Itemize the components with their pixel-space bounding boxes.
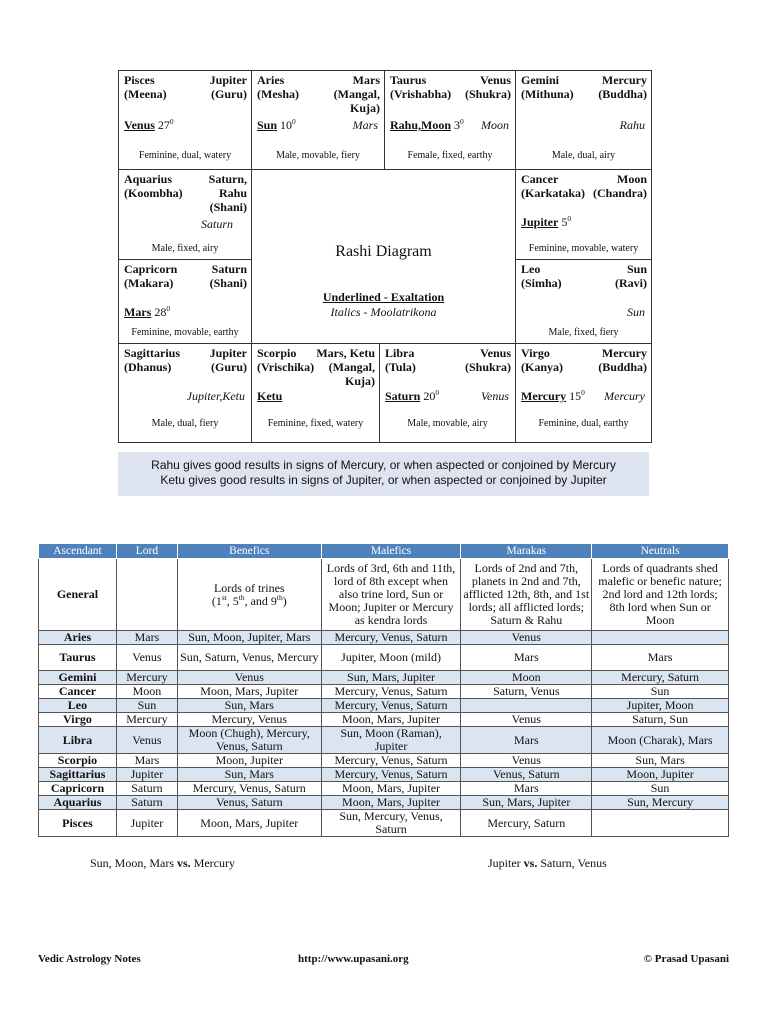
header-marakas: Marakas	[461, 544, 592, 559]
sign-name: Libra (Tula)	[385, 346, 416, 374]
comparison-right-b: Saturn, Venus	[540, 856, 607, 870]
footer-copyright: © Prasad Upasani	[643, 953, 729, 965]
moolatrikona-planet: Mercury	[604, 389, 645, 403]
cell-malefics: Jupiter, Moon (mild)	[321, 645, 461, 671]
cell-malefics: Moon, Mars, Jupiter	[321, 796, 461, 810]
cell-neutrals	[592, 810, 729, 837]
exalted-planet: Mars	[124, 305, 152, 319]
cell-marakas: Mercury, Saturn	[461, 810, 592, 837]
degree-symbol: 0	[435, 388, 440, 397]
cell-marakas: Saturn, Venus	[461, 685, 592, 699]
sign-cell-cancer	[515, 169, 652, 260]
sign-cell-capricorn	[118, 259, 252, 344]
cell-lord: Jupiter	[116, 768, 177, 782]
cell-ascendant: Aries	[39, 631, 117, 645]
sign-lord: Venus (Shukra)	[464, 73, 511, 101]
cell-ascendant: Taurus	[39, 645, 117, 671]
sign-nature: Feminine, movable, watery	[528, 243, 639, 254]
table-row-general	[39, 559, 729, 631]
cell-marakas: Sun, Mars, Jupiter	[461, 796, 592, 810]
cell-lord: Mars	[116, 631, 177, 645]
comparison-right-vs: vs.	[523, 856, 538, 870]
header-benefics: Benefics	[177, 544, 321, 559]
sign-name: Pisces (Meena)	[124, 73, 167, 101]
sign-cell-aries	[251, 70, 385, 170]
sign-name: Gemini (Mithuna)	[521, 73, 574, 101]
cell-benefics: Moon (Chugh), Mercury, Venus, Saturn	[177, 727, 321, 754]
cell-neutrals: Moon, Jupiter	[592, 768, 729, 782]
exalted-planet: Rahu,Moon	[390, 118, 452, 132]
cell-lord: Moon	[116, 685, 177, 699]
moolatrikona-planet: Venus	[481, 389, 509, 403]
exalted-planet: Sun	[257, 118, 278, 132]
cell-neutrals: Sun, Mercury	[592, 796, 729, 810]
cell-lord: Saturn	[116, 796, 177, 810]
sign-name: Aquarius (Koombha)	[124, 172, 183, 200]
cell-lord: Mercury	[116, 713, 177, 727]
ascendant-lords-table	[38, 543, 729, 837]
degree-symbol: 0	[460, 117, 464, 126]
degree-symbol: 0	[166, 304, 171, 313]
sign-name: Taurus (Vrishabha)	[390, 73, 452, 101]
exalted-planet: Mercury	[521, 389, 567, 403]
cell-ascendant: General	[39, 559, 117, 631]
exalted-degree: 3	[454, 118, 461, 132]
cell-neutrals: Saturn, Sun	[592, 713, 729, 727]
sign-name: Sagittarius (Dhanus)	[124, 346, 181, 374]
exalted-planet: Ketu	[257, 389, 283, 403]
cell-neutrals: Sun	[592, 685, 729, 699]
table-row	[39, 685, 729, 699]
moolatrikona-planet: Rahu	[619, 118, 645, 132]
cell-ascendant: Capricorn	[39, 782, 117, 796]
footer-url[interactable]: http://www.upasani.org	[298, 953, 409, 965]
cell-malefics: Mercury, Venus, Saturn	[321, 768, 461, 782]
degree-symbol: 0	[567, 214, 572, 223]
cell-marakas: Moon	[461, 671, 592, 685]
cell-neutrals: Moon (Charak), Mars	[592, 727, 729, 754]
sign-nature: Male, dual, fiery	[151, 418, 219, 429]
comparison-left-b: Mercury	[193, 856, 236, 870]
comparison-left	[90, 856, 235, 871]
degree-symbol: 0	[581, 388, 585, 397]
sign-nature: Feminine, movable, earthy	[131, 327, 239, 338]
cell-benefics: Venus, Saturn	[177, 796, 321, 810]
cell-benefics: Mercury, Venus, Saturn	[177, 782, 321, 796]
cell-malefics: Mercury, Venus, Saturn	[321, 631, 461, 645]
cell-marakas: Venus	[461, 754, 592, 768]
cell-neutrals: Mars	[592, 645, 729, 671]
rashi-diagram	[118, 70, 652, 443]
degree-symbol: 0	[292, 117, 296, 126]
sign-nature: Male, movable, fiery	[276, 150, 360, 161]
exalted-degree: 28	[154, 305, 167, 319]
table-row	[39, 782, 729, 796]
cell-lord: Saturn	[116, 782, 177, 796]
sign-cell-aquarius	[118, 169, 252, 260]
cell-lord	[116, 559, 177, 631]
table-header-row	[39, 544, 729, 559]
cell-ascendant: Libra	[39, 727, 117, 754]
sign-nature: Male, dual, airy	[551, 150, 616, 161]
sign-lord: Mars (Mangal, Kuja)	[333, 73, 380, 115]
cell-malefics: Mercury, Venus, Saturn	[321, 699, 461, 713]
exalted-planet: Venus	[124, 118, 155, 132]
cell-benefics: Moon, Mars, Jupiter	[177, 810, 321, 837]
exalted-degree: 5	[561, 215, 568, 229]
sign-name: Leo (Simha)	[521, 262, 562, 290]
cell-neutrals: Mercury, Saturn	[592, 671, 729, 685]
sign-name: Aries (Mesha)	[257, 73, 299, 101]
sign-cell-sagittarius	[118, 343, 252, 443]
sign-cell-leo	[515, 259, 652, 344]
cell-malefics: Sun, Mars, Jupiter	[321, 671, 461, 685]
exalted-degree: 10	[280, 118, 293, 132]
sign-nature: Feminine, dual, earthy	[538, 418, 629, 429]
cell-ascendant: Cancer	[39, 685, 117, 699]
cell-benefics: Sun, Mars	[177, 699, 321, 713]
cell-benefics: Sun, Moon, Jupiter, Mars	[177, 631, 321, 645]
sign-nature: Feminine, fixed, watery	[267, 418, 364, 429]
exalted-degree: 20	[423, 389, 436, 403]
sign-name: Virgo (Kanya)	[521, 346, 563, 374]
comparison-right	[488, 856, 607, 871]
sign-cell-libra	[379, 343, 516, 443]
table-row	[39, 727, 729, 754]
sign-lord: Mercury (Buddha)	[598, 73, 647, 101]
sign-cell-scorpio	[251, 343, 380, 443]
cell-malefics: Sun, Mercury, Venus, Saturn	[321, 810, 461, 837]
sign-nature: Female, fixed, earthy	[407, 150, 493, 161]
cell-benefics: Moon, Mars, Jupiter	[177, 685, 321, 699]
sign-name: Scorpio (Vrischika)	[257, 346, 315, 374]
table-row	[39, 645, 729, 671]
cell-marakas	[461, 699, 592, 713]
sign-cell-gemini	[515, 70, 652, 170]
sign-lord: Jupiter (Guru)	[209, 73, 247, 101]
benefics-trines: (1st, 5th, and 9th)	[211, 592, 287, 608]
sign-lord: Mercury (Buddha)	[598, 346, 647, 374]
sign-lord: Sun (Ravi)	[615, 262, 647, 290]
cell-benefics: Mercury, Venus	[177, 713, 321, 727]
comparison-left-a: Sun, Moon, Mars	[90, 856, 175, 870]
sign-cell-virgo	[515, 343, 652, 443]
cell-marakas: Venus	[461, 631, 592, 645]
note-line-ketu: Ketu gives good results in signs of Jupiter, or when aspected or conjoined by Jupiter	[160, 473, 607, 487]
table-row	[39, 810, 729, 837]
cell-malefics: Lords of 3rd, 6th and 11th, lord of 8th except when also trine lord, Sun or Moon; Jupiter or Mercury as kendra lords	[321, 559, 461, 631]
moolatrikona-planet: Mars	[352, 118, 378, 132]
table-row	[39, 768, 729, 782]
comparison-left-vs: vs.	[177, 856, 191, 870]
cell-neutrals: Lords of quadrants shed malefic or benefic nature; 2nd lord and 12th lords; 8th lord when Sun or Moon	[592, 559, 729, 631]
cell-marakas: Mars	[461, 645, 592, 671]
cell-ascendant: Sagittarius	[39, 768, 117, 782]
cell-neutrals: Sun	[592, 782, 729, 796]
sign-lord: Jupiter (Guru)	[209, 346, 247, 374]
header-ascendant: Ascendant	[39, 544, 117, 559]
table-row	[39, 754, 729, 768]
cell-malefics: Mercury, Venus, Saturn	[321, 754, 461, 768]
header-lord: Lord	[116, 544, 177, 559]
sign-cell-taurus	[384, 70, 516, 170]
degree-symbol: 0	[169, 117, 174, 126]
sign-name: Cancer (Karkataka)	[521, 172, 585, 200]
sign-nature: Feminine, dual, watery	[138, 150, 232, 161]
moolatrikona-planet: Sun	[627, 305, 645, 319]
table-row	[39, 699, 729, 713]
rashi-title: Rashi Diagram	[335, 243, 432, 260]
cell-benefics: Sun, Mars	[177, 768, 321, 782]
moolatrikona-planet: Saturn	[200, 217, 233, 231]
cell-neutrals: Sun, Mars	[592, 754, 729, 768]
sign-lord: Moon (Chandra)	[592, 172, 647, 200]
sign-lord: Venus (Shukra)	[464, 346, 511, 374]
cell-malefics: Moon, Mars, Jupiter	[321, 713, 461, 727]
sign-lord: Saturn, Rahu (Shani)	[208, 172, 247, 214]
sign-nature: Male, fixed, fiery	[548, 327, 619, 338]
cell-ascendant: Leo	[39, 699, 117, 713]
exalted-degree: 15	[569, 389, 582, 403]
header-neutrals: Neutrals	[592, 544, 729, 559]
table-row	[39, 713, 729, 727]
exalted-planet: Jupiter	[521, 215, 559, 229]
table-row	[39, 671, 729, 685]
rahu-ketu-note	[118, 452, 649, 496]
cell-lord: Jupiter	[116, 810, 177, 837]
comparison-right-a: Jupiter	[488, 856, 521, 870]
cell-marakas: Mars	[461, 727, 592, 754]
table-row	[39, 796, 729, 810]
cell-marakas: Mars	[461, 782, 592, 796]
exalted-degree: 27	[157, 118, 170, 132]
cell-lord: Venus	[116, 727, 177, 754]
table-row	[39, 631, 729, 645]
cell-ascendant: Pisces	[39, 810, 117, 837]
cell-marakas: Venus	[461, 713, 592, 727]
legend-moolatrikona: Italics - Moolatrikona	[330, 305, 437, 319]
cell-ascendant: Virgo	[39, 713, 117, 727]
cell-ascendant: Aquarius	[39, 796, 117, 810]
cell-neutrals: Jupiter, Moon	[592, 699, 729, 713]
note-line-rahu: Rahu gives good results in signs of Mercury, or when aspected or conjoined by Mercury	[151, 458, 616, 472]
sign-name: Capricorn (Makara)	[124, 262, 178, 290]
cell-malefics: Mercury, Venus, Saturn	[321, 685, 461, 699]
sign-cell-pisces	[118, 70, 252, 170]
sign-nature: Male, movable, airy	[407, 418, 488, 429]
cell-lord: Venus	[116, 645, 177, 671]
cell-lord: Mars	[116, 754, 177, 768]
header-malefics: Malefics	[321, 544, 461, 559]
cell-lord: Sun	[116, 699, 177, 713]
cell-benefics: Moon, Jupiter	[177, 754, 321, 768]
benefics-line: Lords of trines	[213, 580, 285, 595]
cell-benefics	[177, 559, 321, 631]
legend-exaltation: Underlined - Exaltation	[322, 290, 445, 304]
cell-benefics: Venus	[177, 671, 321, 685]
sign-lord: Saturn (Shani)	[209, 262, 247, 290]
cell-neutrals	[592, 631, 729, 645]
moolatrikona-planet: Jupiter,Ketu	[186, 389, 245, 403]
cell-malefics: Sun, Moon (Raman), Jupiter	[321, 727, 461, 754]
cell-lord: Mercury	[116, 671, 177, 685]
cell-ascendant: Scorpio	[39, 754, 117, 768]
cell-marakas: Venus, Saturn	[461, 768, 592, 782]
footer-title: Vedic Astrology Notes	[38, 953, 141, 965]
cell-malefics: Moon, Mars, Jupiter	[321, 782, 461, 796]
rashi-center	[252, 169, 515, 343]
exalted-planet: Saturn	[385, 389, 421, 403]
cell-marakas: Lords of 2nd and 7th, planets in 2nd and 7th, afflicted 12th, 8th, and 1st lords; all afflicted lords; Saturn & Rahu	[461, 559, 592, 631]
sign-nature: Male, fixed, airy	[151, 243, 219, 254]
moolatrikona-planet: Moon	[481, 118, 509, 132]
cell-benefics: Sun, Saturn, Venus, Mercury	[177, 645, 321, 671]
sign-lord: Mars, Ketu (Mangal, Kuja)	[316, 346, 375, 388]
cell-ascendant: Gemini	[39, 671, 117, 685]
